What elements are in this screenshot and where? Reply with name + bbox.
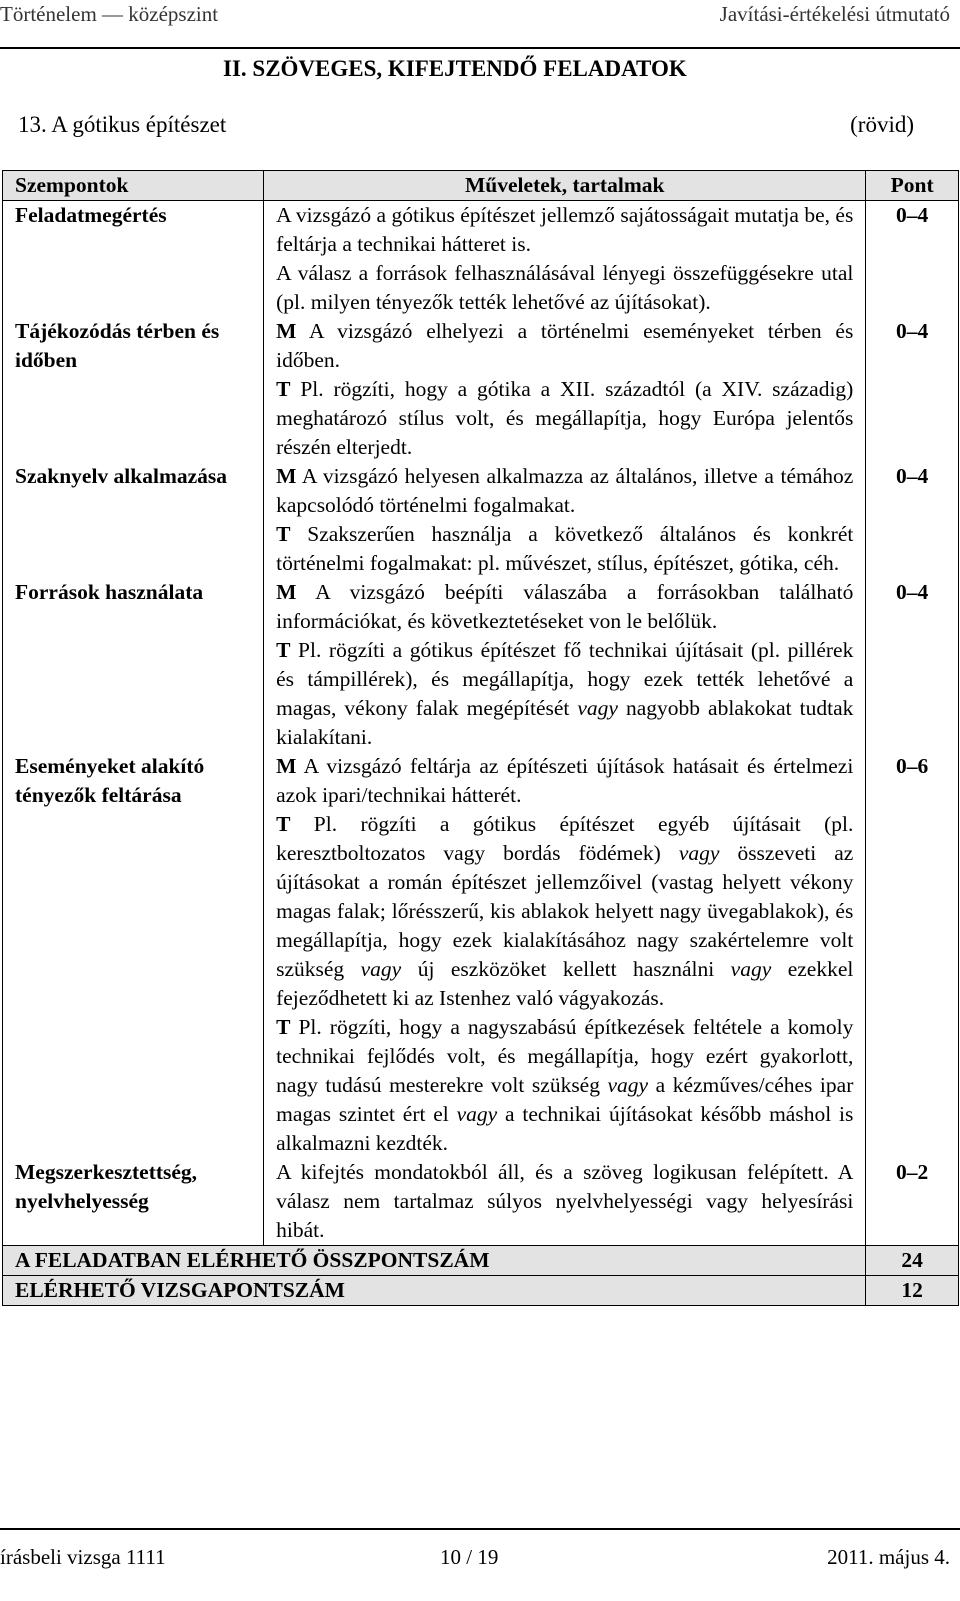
content-paragraph: A kifejtés mondatokból áll, és a szöveg logikusan felépített. A válasz nem tartalmaz súlyos nyelvhelyességi vagy helyesírási hibát.	[276, 1160, 854, 1242]
m-text: A vizsgázó beépíti válaszába a forrásokban található információkat, és következtetéseket von le belőlük.	[276, 580, 854, 633]
t-text-c: új eszközöket kellett használni	[417, 957, 715, 981]
task-title: 13. A gótikus építészet	[18, 112, 227, 137]
points-cell: 0–2	[866, 1158, 959, 1246]
t-text-d: ezekkel fejeződhetett ki az Istenhez való vágyakozás.	[276, 957, 854, 1010]
table-header-row	[3, 171, 959, 201]
t-text-b: nagyobb ablakokat tudtak kialakítani.	[276, 696, 854, 749]
section-title: II. SZÖVEGES, KIFEJTENDŐ FELADATOK	[223, 56, 687, 81]
t-text: Pl. rögzíti, hogy a gótika a XII. századtól (a XIV. századig) meghatározó stílus volt, és megállapítja, hogy Európa jelentős részén elterjedt.	[276, 377, 854, 459]
task-length-tag: (rövid)	[850, 112, 914, 137]
m-label: M	[276, 580, 297, 604]
table-row	[3, 752, 959, 1158]
t-label: T	[276, 1015, 291, 1039]
footer-date: 2011. május 4.	[827, 1545, 950, 1569]
footer-rule	[0, 1528, 960, 1530]
page-header	[0, 0, 960, 30]
header-criteria: Szempontok	[3, 171, 264, 201]
table-row	[3, 317, 959, 462]
m-text: A vizsgázó helyesen alkalmazza az általános, illetve a témához kapcsolódó történelmi fogalmakat.	[276, 464, 854, 517]
criterion-cell: Megszerkesztettség, nyelvhelyesség	[3, 1158, 264, 1246]
content-paragraph: A válasz a források felhasználásával lényegi összefüggésekre utal (pl. milyen tényezők tették lehetővé az újításokat).	[276, 261, 854, 314]
t-text-b: összeveti az újításokat a román építészet jellemzőivel (vastag helyett vékony magas falak; lőrésszerű, kis ablakok helyett nagy üvegablakok), és megállapítja, hogy ezek kialakításához nagy szakértelemre volt szükség	[276, 841, 854, 981]
points-cell: 0–4	[866, 578, 959, 752]
t-paragraph	[276, 375, 853, 462]
or-word: vagy	[577, 696, 618, 720]
t-paragraph	[276, 810, 853, 1013]
header-content: Műveletek, tartalmak	[264, 171, 866, 201]
t-text-b: a kézműves/céhes ipar magas szintet ért el	[276, 1073, 854, 1126]
total-label: A FELADATBAN ELÉRHETŐ ÖSSZPONTSZÁM	[3, 1246, 866, 1276]
t-text-a: Pl. rögzíti, hogy a nagyszabású építkezések feltétele a komoly technikai fejlődés volt, és megállapítja, hogy ezért gyakorlott, nagy tudású mesterekre volt szükség	[276, 1015, 854, 1097]
t-text-c: a technikai újításokat később máshol is alkalmazni kezdték.	[276, 1102, 854, 1155]
m-text: A vizsgázó elhelyezi a történelmi eseményeket térben és időben.	[276, 319, 854, 372]
header-doc-type: Javítási-értékelési útmutató	[719, 2, 950, 26]
m-label: M	[276, 754, 297, 778]
content-paragraph: A vizsgázó a gótikus építészet jellemző sajátosságait mutatja be, és feltárja a technikai hátteret is.	[276, 203, 854, 256]
points-cell: 0–4	[866, 317, 959, 462]
m-paragraph	[276, 578, 853, 636]
t-text-a: Pl. rögzíti a gótikus építészet egyéb újításait (pl. keresztboltozatos vagy bordás födémek)	[276, 812, 854, 865]
total-value: 24	[866, 1246, 959, 1276]
m-label: M	[276, 464, 297, 488]
total-row	[3, 1246, 959, 1276]
t-label: T	[276, 377, 291, 401]
content-cell	[264, 1158, 866, 1246]
or-word: vagy	[730, 957, 772, 981]
header-subject: Történelem — középszint	[0, 2, 219, 26]
t-text-a: Pl. rögzíti a gótikus építészet fő technikai újításait (pl. pillérek és támpillérek), és megállapítja, hogy ezek tették lehetővé a magas, vékony falak megépítését	[276, 638, 854, 720]
m-paragraph	[276, 317, 853, 375]
or-word: vagy	[678, 841, 720, 865]
points-cell: 0–4	[866, 201, 959, 318]
header-rule	[0, 47, 960, 49]
footer-page-number: 10 / 19	[440, 1545, 499, 1569]
table-row	[3, 578, 959, 752]
t-label: T	[276, 638, 291, 662]
table-row	[3, 1158, 959, 1246]
t-paragraph	[276, 1013, 853, 1158]
exam-total-value: 12	[866, 1276, 959, 1306]
table-row	[3, 201, 959, 318]
exam-total-row	[3, 1276, 959, 1306]
points-cell: 0–4	[866, 462, 959, 578]
content-cell	[264, 578, 866, 752]
or-word: vagy	[456, 1102, 498, 1126]
content-cell	[264, 462, 866, 578]
m-text: A vizsgázó feltárja az építészeti újítások hatásait és értelmezi azok ipari/technikai hátterét.	[276, 754, 854, 807]
footer-exam-code: írásbeli vizsga 1111	[0, 1545, 166, 1569]
exam-total-label: ELÉRHETŐ VIZSGAPONTSZÁM	[3, 1276, 866, 1306]
or-word: vagy	[607, 1073, 649, 1097]
criterion-cell: Feladatmegértés	[3, 201, 264, 318]
m-paragraph	[276, 752, 853, 810]
m-label: M	[276, 319, 297, 343]
criterion-cell: Szaknyelv alkalmazása	[3, 462, 264, 578]
m-paragraph	[276, 462, 853, 520]
t-paragraph	[276, 520, 853, 578]
content-cell	[264, 317, 866, 462]
table-row	[3, 462, 959, 578]
criterion-cell: Tájékozódás térben és időben	[3, 317, 264, 462]
or-word: vagy	[360, 957, 402, 981]
t-label: T	[276, 522, 291, 546]
points-cell: 0–6	[866, 752, 959, 1158]
t-label: T	[276, 812, 291, 836]
scoring-table	[2, 170, 959, 1306]
header-points: Pont	[866, 171, 959, 201]
content-cell	[264, 752, 866, 1158]
t-paragraph	[276, 636, 853, 752]
criterion-cell: Eseményeket alakító tényezők feltárása	[3, 752, 264, 1158]
criterion-cell: Források használata	[3, 578, 264, 752]
content-cell	[264, 201, 866, 318]
t-text: Szakszerűen használja a következő általános és konkrét történelmi fogalmakat: pl. művészet, stílus, építészet, gótika, céh.	[276, 522, 854, 575]
